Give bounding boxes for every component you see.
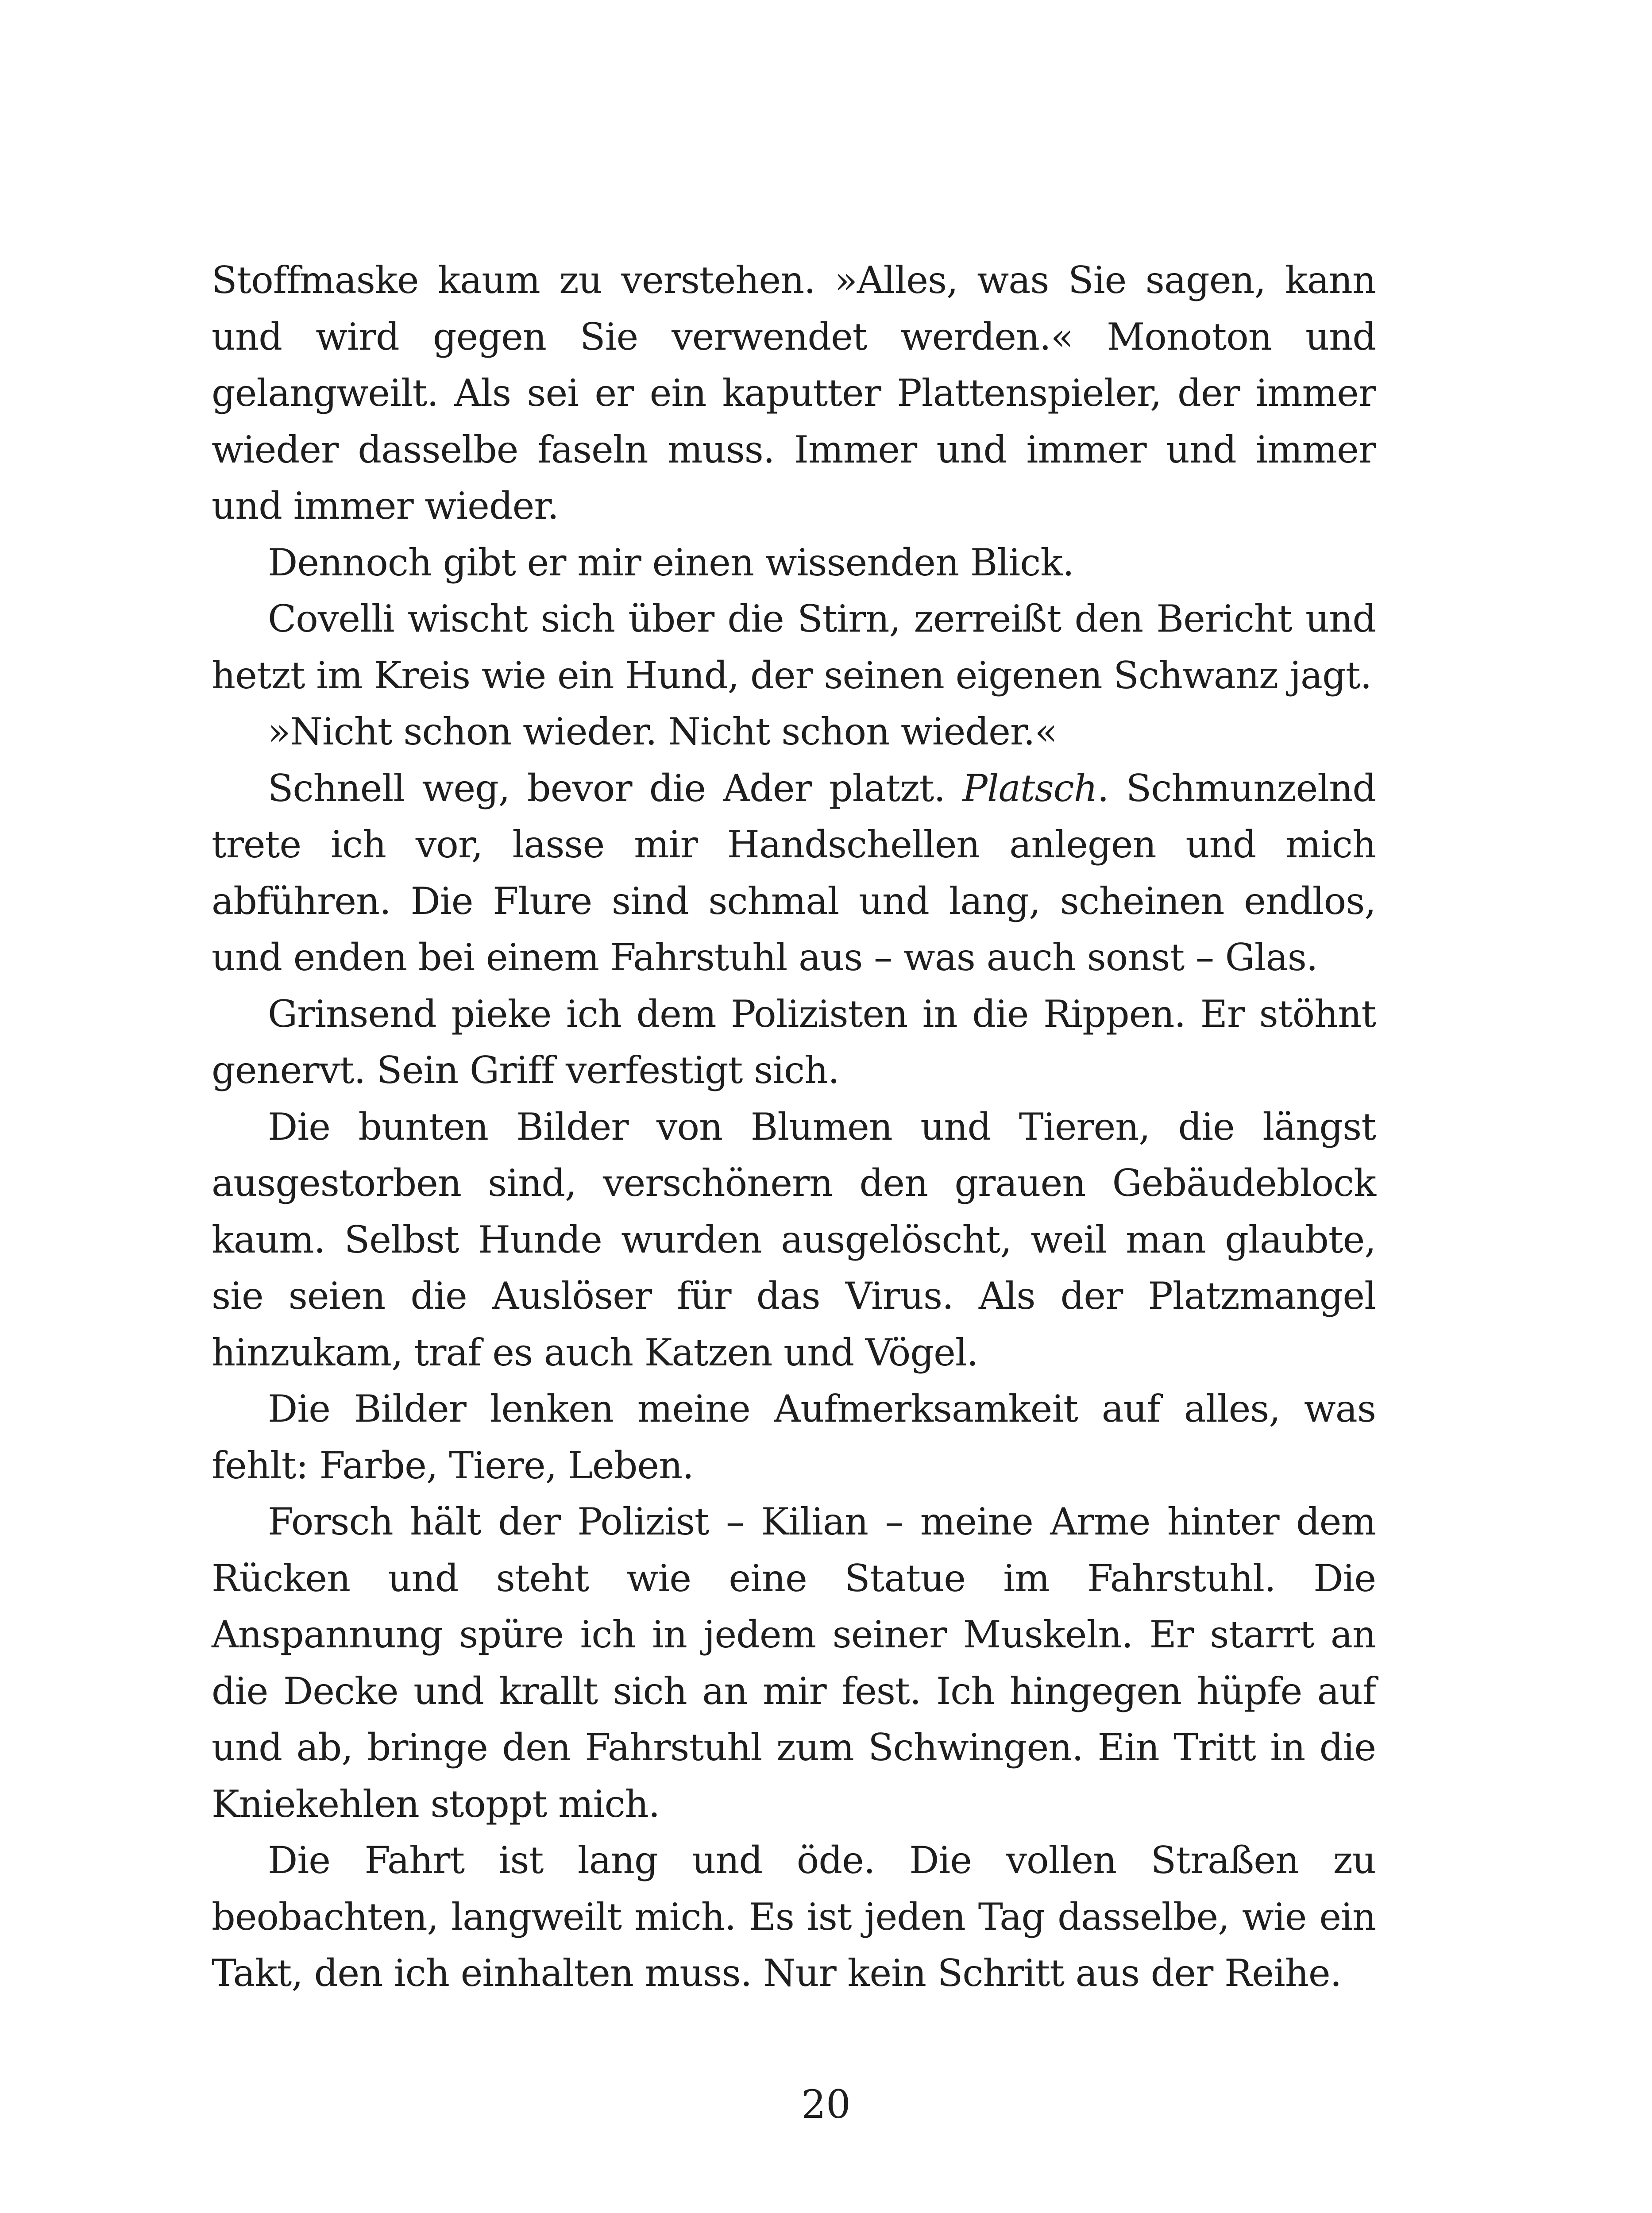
paragraph: Covelli wischt sich über die Stirn, zerreißt den Bericht und hetzt im Kreis wie ein Hund, der seinen eigenen Schwanz jagt.: [212, 597, 1376, 697]
paragraph: Die Bilder lenken meine Aufmerksamkeit auf alles, was fehlt: Farbe, Tiere, Leben.: [212, 1387, 1376, 1487]
page-number: 20: [801, 2082, 851, 2127]
paragraph: [212, 760, 1376, 986]
paragraph: Die bunten Bilder von Blumen und Tieren, die längst ausgestorben sind, verschönern den grauen Gebäudeblock kaum. Selbst Hunde wurden ausgelöscht, weil man glaubte, sie seien die Auslöser für das Virus. Als der Platzmangel hinzukam, traf es auch Katzen und Vögel.: [212, 1105, 1376, 1374]
paragraph: Grinsend pieke ich dem Polizisten in die Rippen. Er stöhnt genervt. Sein Griff verfestigt sich.: [212, 992, 1376, 1092]
body-text: [212, 252, 1376, 2002]
paragraph: Die Fahrt ist lang und öde. Die vollen Straßen zu beobachten, langweilt mich. Es ist jeden Tag dasselbe, wie ein Takt, den ich einhalten muss. Nur kein Schritt aus der Reihe.: [212, 1839, 1376, 1995]
paragraph: »Nicht schon wieder. Nicht schon wieder.«: [268, 710, 1057, 753]
paragraph: Forsch hält der Polizist – Kilian – meine Arme hinter dem Rücken und steht wie eine Statue im Fahrstuhl. Die Anspannung spüre ich in jedem seiner Muskeln. Er starrt an die Decke und krallt sich an mir fest. Ich hingegen hüpfe auf und ab, bringe den Fahrstuhl zum Schwingen. Ein Tritt in die Kniekehlen stoppt mich.: [212, 1500, 1376, 1826]
paragraph: Stoffmaske kaum zu verstehen. »Alles, was Sie sagen, kann und wird gegen Sie verwendet werden.« Monoton und gelangweilt. Als sei er ein kaputter Plattenspieler, der immer wieder dasselbe faseln muss. Immer und immer und immer und immer wieder.: [212, 258, 1376, 528]
emphasis-text: Platsch: [962, 766, 1097, 810]
paragraph-text: Schnell weg, bevor die Ader platzt.: [268, 766, 963, 810]
paragraph: Dennoch gibt er mir einen wissenden Blick.: [268, 540, 1074, 584]
paragraph-text: . Schmunzelnd trete ich vor, lasse mir Handschellen anlegen und mich abführen. Die Flure sind schmal und lang, scheinen endlos, und enden bei einem Fahrstuhl aus – was auch sonst – Glas.: [212, 766, 1376, 979]
